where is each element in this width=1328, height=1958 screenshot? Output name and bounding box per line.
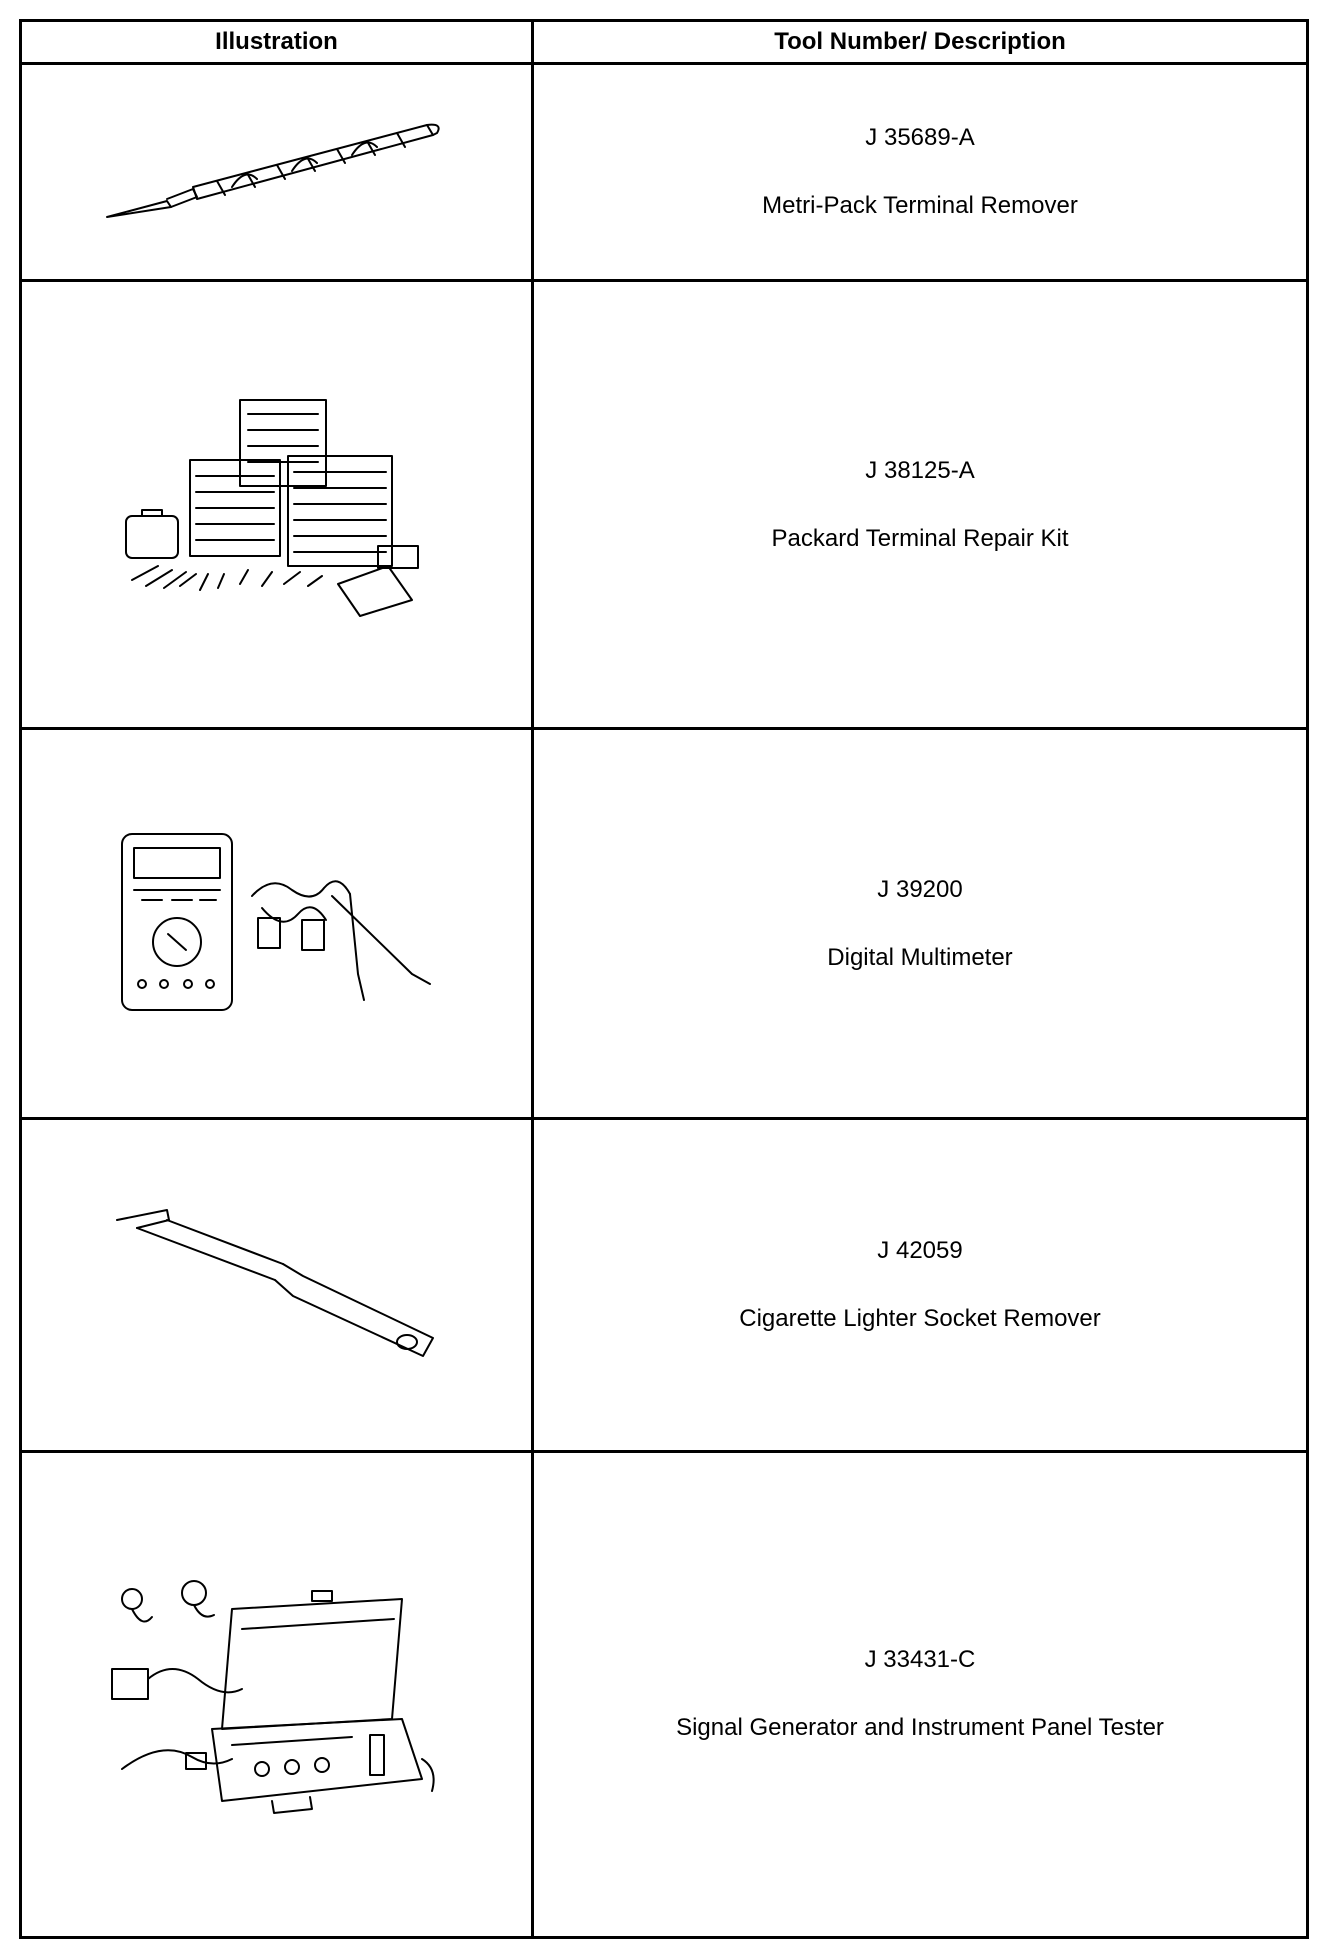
illustration-cell — [21, 729, 533, 1119]
description-cell — [533, 1451, 1308, 1937]
table-row — [21, 64, 1308, 281]
illustration-cell — [21, 1119, 533, 1452]
description-cell — [533, 729, 1308, 1119]
tool-description: Packard Terminal Repair Kit — [771, 524, 1069, 552]
header-description: Tool Number/ Description — [533, 21, 1308, 64]
table-row — [21, 1451, 1308, 1937]
description-cell — [533, 281, 1308, 729]
description-cell — [533, 1119, 1308, 1452]
tool-number: J 33431-C — [864, 1646, 976, 1674]
tool-number: J 42059 — [877, 1236, 963, 1264]
terminal-remover-icon — [97, 117, 457, 227]
illustration-cell — [21, 1451, 533, 1937]
repair-kit-icon — [112, 390, 442, 620]
tool-description: Digital Multimeter — [827, 943, 1013, 971]
tool-number: J 35689-A — [865, 124, 975, 152]
tools-table — [19, 19, 1309, 1939]
illustration-cell — [21, 64, 533, 281]
tool-description: Cigarette Lighter Socket Remover — [739, 1304, 1101, 1332]
signal-generator-icon — [102, 1569, 452, 1819]
table-row — [21, 281, 1308, 729]
header-illustration: Illustration — [21, 21, 533, 64]
tool-number: J 38125-A — [865, 456, 975, 484]
tool-number: J 39200 — [877, 875, 963, 903]
tool-description: Signal Generator and Instrument Panel Tester — [676, 1714, 1164, 1742]
table-row — [21, 1119, 1308, 1452]
tool-description: Metri-Pack Terminal Remover — [762, 192, 1078, 220]
header-row — [21, 21, 1308, 64]
multimeter-icon — [112, 824, 442, 1024]
socket-remover-icon — [107, 1200, 447, 1370]
table-row — [21, 729, 1308, 1119]
illustration-cell — [21, 281, 533, 729]
description-cell — [533, 64, 1308, 281]
